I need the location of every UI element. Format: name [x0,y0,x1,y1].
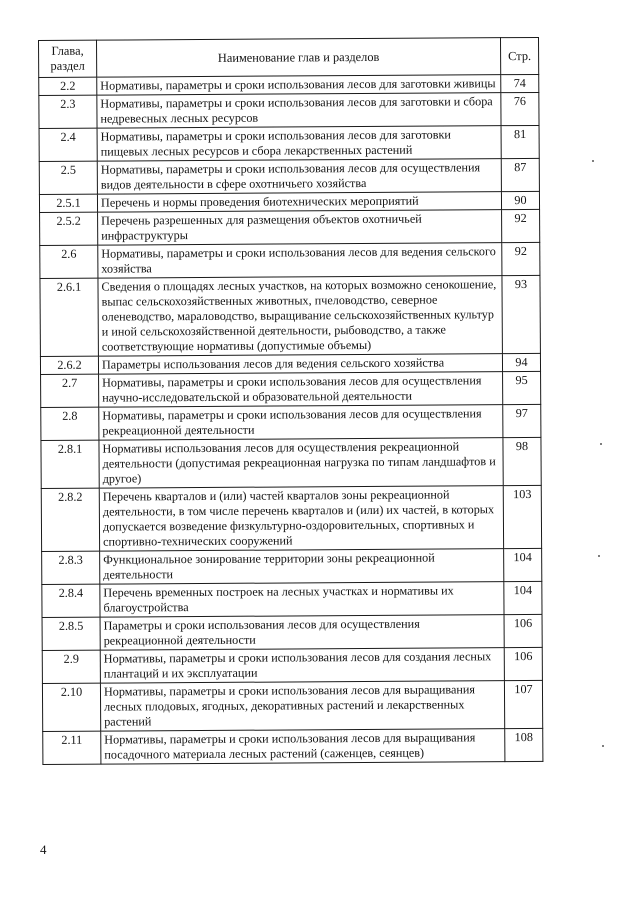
scan-speck [598,555,600,557]
chapter-title: Перечень разрешенных для размещения объектов охотничьей инфраструктуры [98,210,502,245]
chapter-number: 2.6.1 [40,278,98,356]
header-chapter: Глава, раздел [39,40,97,77]
chapter-title: Перечень кварталов и (или) частей кварталов зоны рекреационной деятельности, в том числе перечень кварталов и (или) их частей, в которых допускается возведение физкультурно-оздоровительных, спортивных и спортивно-технических сооружений [99,486,503,551]
table-row [41,404,541,440]
table-row [42,581,542,617]
chapter-number: 2.8.2 [41,488,99,551]
chapter-page: 87 [501,158,539,191]
table-row [40,209,540,245]
page-number: 4 [40,842,47,857]
table-row [40,275,540,356]
chapter-title: Нормативы, параметры и сроки использования лесов для выращивания посадочного материала лесных растений (саженцев, сеянцев) [101,729,505,764]
scan-speck [592,160,594,162]
chapter-title: Сведения о площадях лесных участков, на которых возможно сенокошение, выпас сельскохозяйственных животных, пчеловодство, северное оленеводство, мараловодство, выращивание сельскохозяйственных культур и иной сельскохозяйственной деятельности, рыбоводство, а также соответствующие нормативы (допустимые объемы) [98,276,502,356]
chapter-title: Параметры и сроки использования лесов для осуществления рекреационной деятельности [100,615,504,650]
chapter-number: 2.2 [39,77,97,95]
chapter-page: 76 [501,92,539,125]
table-row [39,92,539,128]
table-row [42,614,542,650]
table-row [39,125,539,161]
table-row [41,371,541,407]
chapter-number: 2.5.2 [40,212,98,245]
scan-speck [602,745,604,747]
chapter-title: Перечень и нормы проведения биотехнических мероприятий [97,192,501,212]
scan-speck [600,443,602,445]
chapter-number: 2.11 [43,731,101,764]
chapter-number: 2.8.3 [42,551,100,584]
chapter-number: 2.8.5 [42,617,100,650]
chapter-page: 93 [502,275,540,353]
chapter-page: 92 [502,242,540,275]
chapter-page: 106 [504,647,542,680]
chapter-title: Нормативы, параметры и сроки использования лесов для создания лесных плантаций и их эксплуатации [100,648,504,683]
chapter-title: Нормативы, параметры и сроки использования лесов для осуществления рекреационной деятельности [99,405,503,440]
chapter-number: 2.7 [41,374,99,407]
chapter-number: 2.6.2 [40,356,98,374]
chapter-number: 2.8 [41,407,99,440]
chapter-number: 2.3 [39,95,97,128]
chapter-page: 106 [504,614,542,647]
table-row [43,728,543,764]
table-row [42,548,542,584]
chapter-title: Перечень временных построек на лесных участках и нормативы их благоустройства [100,582,504,617]
chapter-page: 107 [504,680,542,728]
chapter-page: 104 [504,581,542,614]
chapter-page: 90 [501,191,539,209]
chapter-title: Нормативы, параметры и сроки использования лесов для заготовки и сбора недревесных лесных ресурсов [97,93,501,128]
chapter-title: Нормативы, параметры и сроки использования лесов для заготовки пищевых лесных ресурсов и сбора лекарственных растений [97,126,501,161]
table-row [42,680,542,731]
chapter-page: 97 [503,404,541,437]
chapter-page: 94 [502,353,540,371]
chapter-number: 2.6 [40,245,98,278]
chapter-number: 2.8.4 [42,584,100,617]
chapter-number: 2.5.1 [39,194,97,212]
chapter-number: 2.10 [42,683,100,731]
chapter-title: Нормативы, параметры и сроки использования лесов для выращивания лесных плодовых, ягодных, декоративных растений и лекарственных растений [100,681,504,731]
chapter-title: Нормативы, параметры и сроки использования лесов для заготовки живицы [97,75,501,95]
table-row [42,647,542,683]
chapter-title: Нормативы, параметры и сроки использования лесов для осуществления видов деятельности в сфере охотничьего хозяйства [97,159,501,194]
table-header-row [39,37,539,77]
chapter-page: 104 [504,548,542,581]
header-name: Наименование глав и разделов [97,38,501,77]
chapter-page: 103 [503,485,541,548]
chapter-page: 92 [502,209,540,242]
chapter-title: Нормативы, параметры и сроки использования лесов для осуществления научно-исследовательской и образовательной деятельности [99,372,503,407]
chapter-title: Нормативы использования лесов для осуществления рекреационной деятельности (допустимая рекреационная нагрузка по типам ландшафтов и другое) [99,438,503,488]
chapter-number: 2.8.1 [41,440,99,488]
chapter-title: Функциональное зонирование территории зоны рекреационной деятельности [100,549,504,584]
chapter-title: Нормативы, параметры и сроки использования лесов для ведения сельского хозяйства [98,243,502,278]
table-row [39,158,539,194]
chapter-title: Параметры использования лесов для ведения сельского хозяйства [98,354,502,374]
chapter-page: 108 [505,728,543,761]
chapter-number: 2.5 [39,161,97,194]
chapter-page: 81 [501,125,539,158]
chapter-page: 98 [503,437,541,485]
header-page: Стр. [500,37,538,74]
chapter-number: 2.4 [39,128,97,161]
table-row [41,437,541,488]
chapter-number: 2.9 [42,650,100,683]
contents-table [38,37,543,765]
chapter-page: 95 [503,371,541,404]
table-row [41,485,541,551]
table-row [40,242,540,278]
chapter-page: 74 [501,74,539,92]
